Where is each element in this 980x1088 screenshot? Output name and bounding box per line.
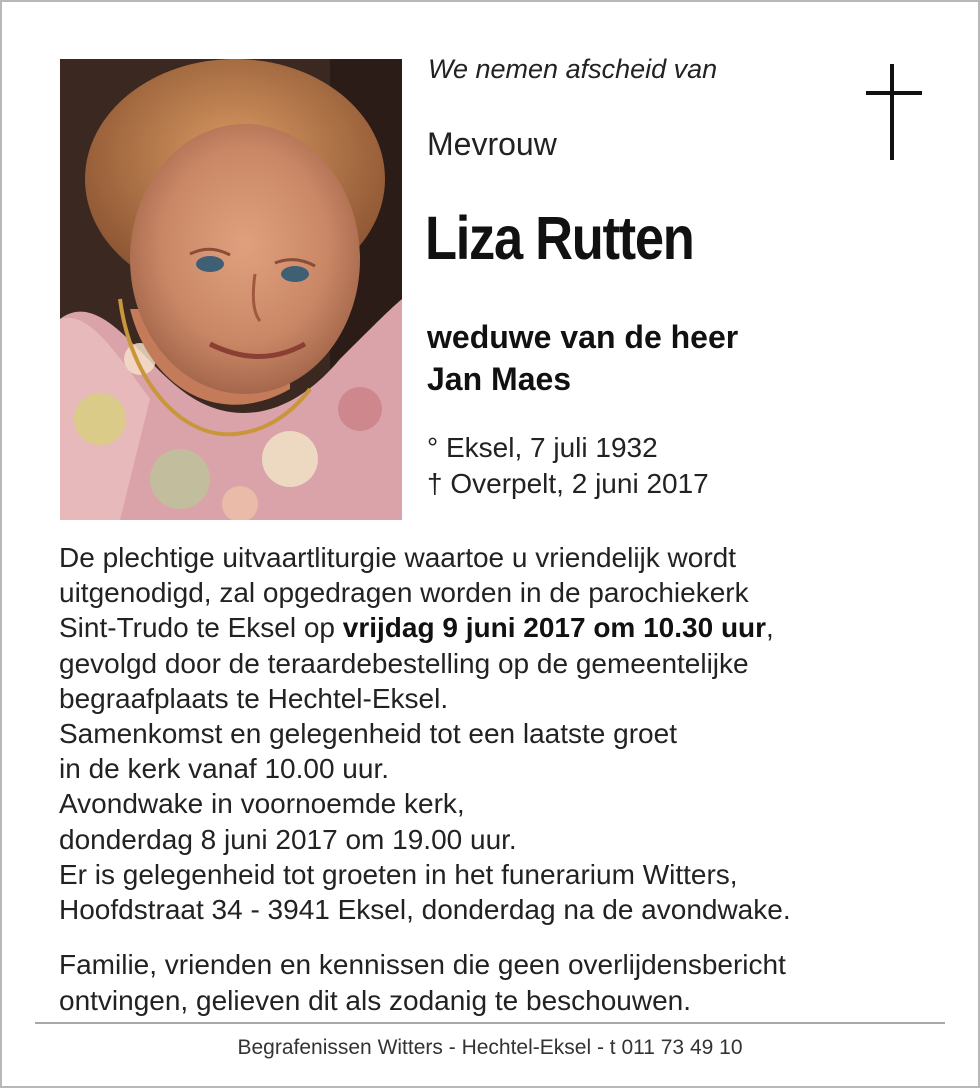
- closing-line: ontvingen, gelieven dit als zodanig te beschouwen.: [59, 984, 691, 1016]
- body-line: Hoofdstraat 34 - 3941 Eksel, donderdag na de avondwake.: [59, 894, 791, 926]
- spouse-line-1: weduwe van de heer: [427, 319, 739, 355]
- deceased-name: Liza Rutten: [425, 204, 694, 272]
- spouse-line-2: Jan Maes: [427, 361, 572, 397]
- death-date: † Overpelt, 2 juni 2017: [427, 468, 709, 499]
- body-line: donderdag 8 juni 2017 om 19.00 uur.: [59, 823, 517, 855]
- closing-line: Familie, vrienden en kennissen die geen overlijdensbericht: [59, 949, 786, 980]
- body-line: Er is gelegenheid tot groeten in het funerarium Witters,: [59, 858, 738, 890]
- ceremony-details: [59, 540, 959, 927]
- body-line: uitgenodigd, zal opgedragen worden in de parochiekerk: [59, 577, 749, 609]
- cross-icon: [866, 64, 922, 160]
- closing-note: [59, 947, 959, 1018]
- portrait-photo: [60, 59, 402, 520]
- life-dates: [427, 430, 709, 502]
- ceremony-datetime: vrijdag 9 juni 2017 om 10.30 uur: [342, 612, 767, 644]
- body-line: begraafplaats te Hechtel-Eksel.: [59, 682, 449, 714]
- body-line: in de kerk vanaf 10.00 uur.: [59, 753, 389, 785]
- birth-date: ° Eksel, 7 juli 1932: [427, 432, 658, 463]
- footer-contact: Begrafenissen Witters - Hechtel-Eksel - t 011 73 49 10: [237, 1036, 743, 1059]
- body-line: Sint-Trudo te Eksel op vrijdag 9 juni 2017 om 10.30 uur,: [59, 612, 774, 644]
- body-line: Avondwake in voornoemde kerk,: [59, 788, 465, 820]
- body-line: gevolgd door de teraardebestelling op de gemeentelijke: [59, 647, 749, 679]
- salutation: Mevrouw: [427, 126, 557, 162]
- intro-text: We nemen afscheid van: [428, 54, 718, 84]
- footer-divider: [35, 1022, 945, 1024]
- body-line: Samenkomst en gelegenheid tot een laatste groet: [59, 718, 677, 750]
- body-line: De plechtige uitvaartliturgie waartoe u vriendelijk wordt: [59, 542, 737, 573]
- spouse-info: [427, 316, 738, 400]
